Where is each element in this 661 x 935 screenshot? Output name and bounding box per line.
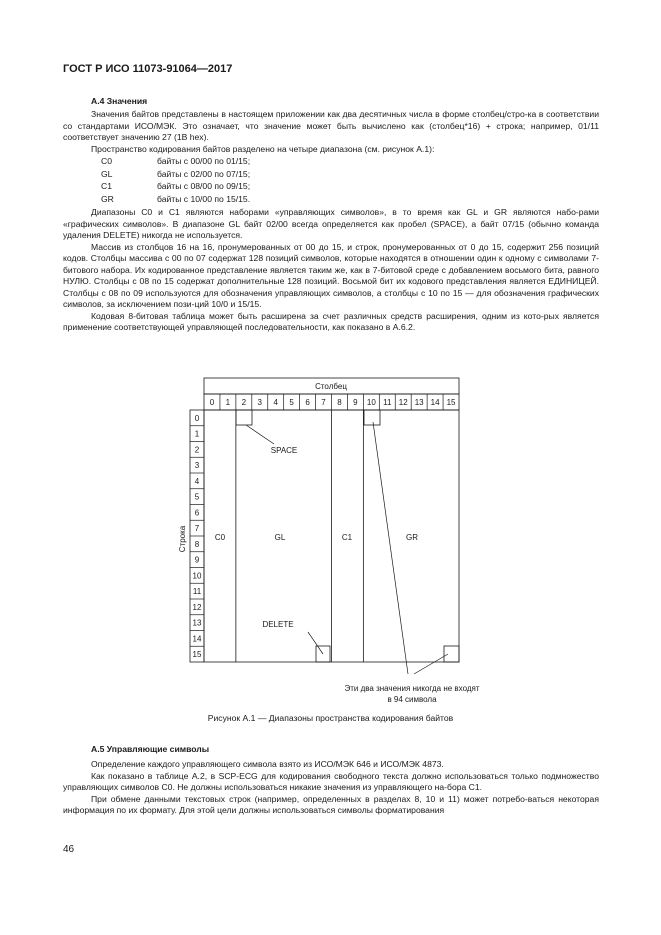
- column-number: 6: [305, 398, 310, 407]
- row-number: 7: [194, 524, 200, 534]
- column-number: 3: [257, 398, 263, 407]
- region-label-gl: GL: [274, 533, 286, 542]
- range-name: GL: [101, 168, 113, 179]
- range-item: [101, 181, 250, 194]
- row-number: 0: [194, 413, 200, 423]
- column-number: 14: [430, 398, 440, 407]
- section-a5-paragraph-3: При обмене данными текстовых строк (например, определенных в разделах 8, 10 и 11) может потребо-ваться некоторая информация по их формату. Для этой цели должны использоваться символы форматирования: [63, 793, 599, 815]
- row-number: 15: [192, 650, 202, 660]
- delete-pointer-line: [308, 632, 323, 654]
- range-item: [101, 194, 250, 207]
- document-header: ГОСТ Р ИСО 11073-91064—2017: [63, 63, 233, 75]
- row-number: 11: [192, 587, 202, 597]
- row-number: 1: [194, 429, 200, 439]
- column-number: 13: [414, 398, 424, 407]
- range-desc: байты с 10/00 по 15/15.: [157, 194, 251, 205]
- space-cell: [236, 410, 252, 425]
- range-name: C0: [101, 156, 112, 166]
- section-a4-paragraph-4: Массив из столбцов 16 на 16, пронумерованных от 00 до 15, и строк, пронумерованных от 0 до 15, содержит 256 позиций кодов. Столбцы массива с 00 по 07 содержат 128 позиций символов, которые находятся в отношении один к одному с символами 7-битового набора. Их кодированное представление является таким же, как в 7-битовой среде с добавлением восьмого бита, равного НУЛЮ. Столбцы с 08 по 15 содержат дополнительные 128 позиций. Восьмой бит их кодового представления является ЕДИНИЦЕЙ. Столбцы с 08 по 09 используются для обозначения управляющих символов, а столбцы с 10 по 15 — для обозначения графических символов, за исключением пози-ций 10/0 и 15/15.: [63, 241, 599, 309]
- section-a4-paragraph-2: Пространство кодирования байтов разделено на четыре диапазона (см. рисунок А.1):: [91, 143, 435, 154]
- column-number: 8: [337, 398, 342, 407]
- section-a4-paragraph-3: Диапазоны C0 и C1 являются наборами «управляющих символов», в то время как GL и GR являются набо-рами «графических символов». В диапазоне GL байт 02/00 всегда определяется как пробел (SPACE), а байт 07/15 (обычно команда удаления DELETE) никогда не используется.: [63, 207, 599, 240]
- row-number: 5: [194, 492, 200, 502]
- row-number: 6: [194, 508, 200, 518]
- gr-first-cell: [364, 410, 380, 425]
- row-number: 13: [192, 618, 202, 628]
- figure-caption: Рисунок А.1 — Диапазоны пространства кодирования байтов: [207, 713, 454, 723]
- row-number: 14: [192, 634, 202, 644]
- range-desc: байты с 02/00 по 07/15;: [157, 168, 251, 179]
- gr-last-cell: [444, 646, 459, 662]
- page-number: 46: [63, 844, 75, 855]
- row-number: 4: [194, 476, 200, 486]
- section-a4-title: А.4 Значения: [91, 96, 148, 106]
- column-header-label: Столбец: [315, 382, 347, 391]
- column-number: 7: [321, 398, 326, 407]
- column-number: 15: [446, 398, 456, 407]
- excluded-note-line-2: в 94 символа: [387, 695, 437, 704]
- excluded-pointer-line-1: [373, 422, 408, 674]
- column-number: 2: [241, 398, 247, 407]
- region-label-c0: C0: [214, 533, 226, 542]
- section-a5-paragraph-1: Определение каждого управляющего символа взято из ИСО/МЭК 646 и ИСО/МЭК 4873.: [91, 759, 444, 769]
- delete-label: DELETE: [262, 620, 294, 629]
- section-a5-title: А.5 Управляющие символы: [91, 744, 210, 754]
- column-number: 0: [209, 398, 215, 407]
- region-label-c1: C1: [341, 533, 353, 542]
- excluded-pointer-line-2: [414, 654, 448, 674]
- space-label: SPACE: [270, 446, 298, 455]
- column-number: 5: [289, 398, 294, 407]
- column-number: 9: [353, 398, 358, 407]
- row-number: 3: [194, 461, 200, 471]
- row-header-label: Строка: [178, 525, 187, 553]
- row-number: 10: [192, 571, 202, 581]
- row-number: 8: [194, 539, 200, 549]
- section-a4-paragraph-1: Значения байтов представлены в настоящем приложении как два десятичных числа в форме столбец/стро-ка в соответствии со стандартами ИСО/МЭК. Это означает, что значение может быть вычислено как (столбец*16) + строка; например, 01/11 соответствует значению 27 (1B hex).: [63, 109, 599, 142]
- code-space-figure: [170, 372, 490, 712]
- column-number: 1: [225, 398, 231, 407]
- column-number: 11: [383, 398, 392, 407]
- region-label-gr: GR: [406, 533, 418, 542]
- section-a4-paragraph-5: Кодовая 8-битовая таблица может быть расширена за счет различных средств расширения, одним из кото-рых является применение соответствующей управляющей последовательности, как показано в А.6.2.: [63, 310, 599, 332]
- range-item: [101, 169, 250, 182]
- range-name: GR: [101, 194, 114, 205]
- column-number: 12: [398, 398, 408, 407]
- range-name: C1: [101, 181, 112, 192]
- section-a5-paragraph-2: Как показано в таблице А.2, в SCP-ECG для кодирования свободного текста должно использоваться только подмножество управляющих символов C0. Не должны использоваться никакие значения из управляющего на-бора C1.: [63, 770, 599, 792]
- row-number: 12: [192, 602, 202, 612]
- range-item: [101, 156, 250, 169]
- column-number: 10: [366, 398, 376, 407]
- range-list: [101, 156, 250, 207]
- column-number: 4: [273, 398, 278, 407]
- row-number: 2: [194, 445, 200, 455]
- space-pointer-line: [246, 425, 274, 444]
- excluded-note-line-1: Эти два значения никогда не входят: [344, 684, 480, 693]
- range-desc: байты с 00/00 по 01/15;: [157, 156, 251, 166]
- range-desc: байты с 08/00 по 09/15;: [157, 181, 251, 192]
- row-number: 9: [194, 555, 200, 565]
